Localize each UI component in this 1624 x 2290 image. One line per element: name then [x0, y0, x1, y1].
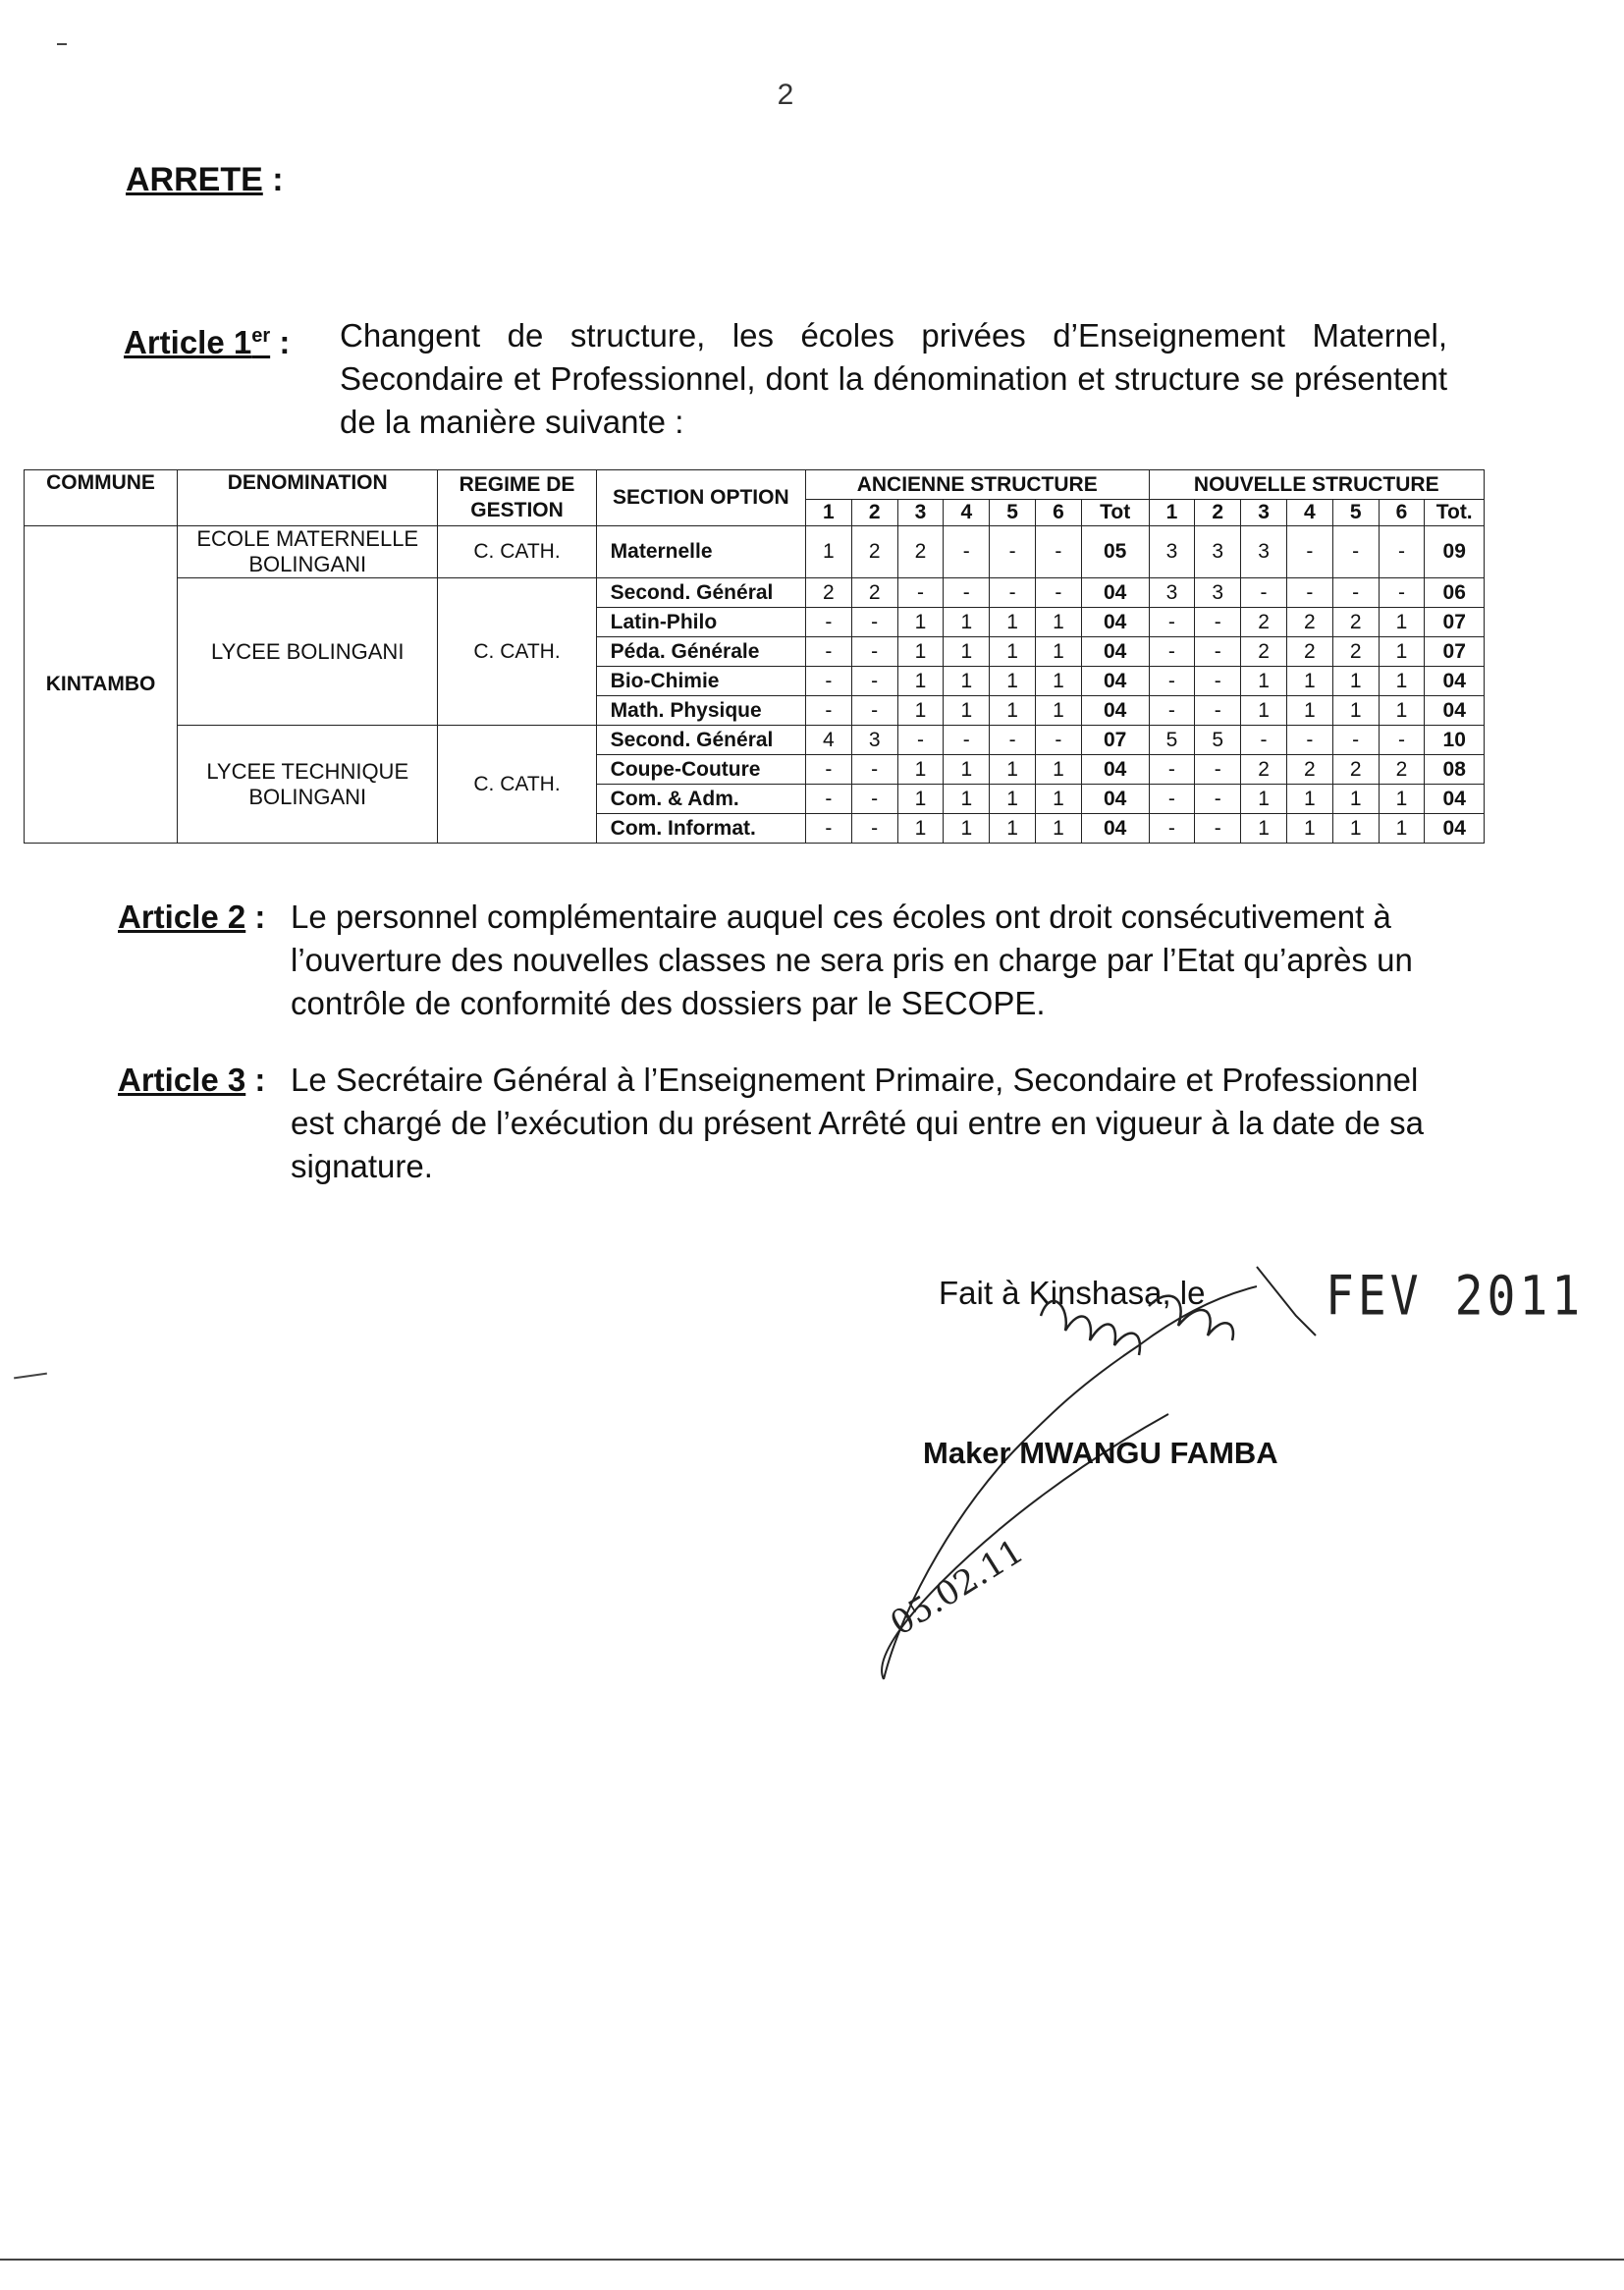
header-old-year: 6 [1036, 500, 1082, 526]
new-year-cell: 2 [1286, 755, 1332, 785]
header-denomination: DENOMINATION [178, 470, 438, 526]
new-year-cell: 3 [1149, 526, 1195, 578]
old-year-cell: 1 [944, 785, 990, 814]
new-year-cell: 1 [1241, 696, 1287, 726]
old-year-cell: 1 [897, 637, 944, 667]
header-new-year: 6 [1379, 500, 1425, 526]
old-year-cell: - [1036, 578, 1082, 608]
old-year-cell: - [944, 726, 990, 755]
header-regime: REGIME DE GESTION [438, 470, 596, 526]
new-year-cell: - [1149, 696, 1195, 726]
old-year-cell: - [897, 578, 944, 608]
new-year-cell: 1 [1332, 785, 1379, 814]
arrete-heading [126, 161, 284, 199]
old-year-cell: 1 [990, 667, 1036, 696]
new-year-cell: 2 [1286, 637, 1332, 667]
new-year-cell: - [1379, 526, 1425, 578]
old-year-cell: 3 [851, 726, 897, 755]
old-year-cell: - [851, 785, 897, 814]
old-total-cell: 04 [1081, 578, 1149, 608]
new-year-cell: 2 [1332, 755, 1379, 785]
old-year-cell: 4 [805, 726, 851, 755]
old-year-cell: - [805, 667, 851, 696]
old-year-cell: 1 [897, 785, 944, 814]
new-total-cell: 04 [1425, 785, 1485, 814]
old-year-cell: 1 [1036, 696, 1082, 726]
regime-cell: C. CATH. [438, 578, 596, 726]
header-old-year: 4 [944, 500, 990, 526]
new-total-cell: 04 [1425, 814, 1485, 844]
denomination-cell: LYCEE BOLINGANI [178, 578, 438, 726]
old-year-cell: 1 [944, 696, 990, 726]
old-year-cell: - [805, 608, 851, 637]
old-year-cell: 1 [1036, 755, 1082, 785]
section-option-cell: Péda. Générale [596, 637, 805, 667]
denomination-cell: LYCEE TECHNIQUE BOLINGANI [178, 726, 438, 844]
new-year-cell: 2 [1241, 637, 1287, 667]
new-total-cell: 07 [1425, 608, 1485, 637]
old-year-cell: 1 [1036, 637, 1082, 667]
header-new-year: 3 [1241, 500, 1287, 526]
header-old-year: 5 [990, 500, 1036, 526]
new-year-cell: - [1195, 814, 1241, 844]
new-year-cell: - [1195, 608, 1241, 637]
article-1-label: Article 1 [124, 324, 252, 360]
new-year-cell: - [1286, 726, 1332, 755]
old-total-cell: 04 [1081, 755, 1149, 785]
new-year-cell: 1 [1332, 696, 1379, 726]
old-year-cell: 1 [897, 608, 944, 637]
old-year-cell: 1 [1036, 667, 1082, 696]
header-new-tot: Tot. [1425, 500, 1485, 526]
place-date: Fait à Kinshasa, le [939, 1275, 1206, 1311]
old-year-cell: - [944, 526, 990, 578]
article-1-colon: : [279, 324, 291, 360]
header-new-year: 2 [1195, 500, 1241, 526]
article-1-text: Changent de structure, les écoles privées d’Enseignement Maternel, Secondaire et Professionnel, dont la dénomination et structure se présentent de la manière suivante : [340, 317, 1447, 440]
old-year-cell: 1 [805, 526, 851, 578]
signer-name: Maker MWANGU FAMBA [923, 1436, 1278, 1470]
table-body [25, 526, 1485, 844]
old-year-cell: 1 [897, 667, 944, 696]
arrete-title: ARRETE [126, 161, 263, 198]
old-year-cell: - [897, 726, 944, 755]
section-option-cell: Bio-Chimie [596, 667, 805, 696]
old-year-cell: 2 [851, 526, 897, 578]
header-old-year: 2 [851, 500, 897, 526]
header-section: SECTION OPTION [596, 470, 805, 526]
article-3-colon: : [254, 1062, 266, 1098]
old-year-cell: 1 [944, 667, 990, 696]
article-1-head [124, 324, 270, 360]
old-total-cell: 05 [1081, 526, 1149, 578]
header-commune: COMMUNE [25, 470, 178, 526]
new-year-cell: - [1286, 526, 1332, 578]
new-total-cell: 04 [1425, 667, 1485, 696]
old-year-cell: - [990, 526, 1036, 578]
article-3-text: Le Secrétaire Général à l’Enseignement Primaire, Secondaire et Professionnel est chargé de l’exécution du présent Arrêté qui entre en vigueur à la date de sa signature. [291, 1062, 1424, 1184]
new-year-cell: 1 [1286, 785, 1332, 814]
old-year-cell: 1 [944, 755, 990, 785]
old-year-cell: 1 [897, 814, 944, 844]
old-year-cell: 1 [1036, 785, 1082, 814]
new-year-cell: 1 [1379, 814, 1425, 844]
new-year-cell: - [1379, 726, 1425, 755]
section-option-cell: Maternelle [596, 526, 805, 578]
new-year-cell: - [1149, 785, 1195, 814]
article-2-text: Le personnel complémentaire auquel ces écoles ont droit consécutivement à l’ouverture des nouvelles classes ne sera pris en charge par l’Etat qu’après un contrôle de conformité des dossiers par le SECOPE. [291, 899, 1413, 1021]
header-old-tot: Tot [1081, 500, 1149, 526]
new-total-cell: 04 [1425, 696, 1485, 726]
table-row [25, 578, 1485, 608]
old-year-cell: 1 [897, 755, 944, 785]
old-year-cell: - [805, 637, 851, 667]
header-nouvelle: NOUVELLE STRUCTURE [1149, 470, 1484, 500]
header-new-year: 1 [1149, 500, 1195, 526]
new-year-cell: - [1149, 637, 1195, 667]
old-year-cell: 1 [990, 608, 1036, 637]
old-total-cell: 04 [1081, 696, 1149, 726]
new-year-cell: - [1332, 578, 1379, 608]
old-year-cell: - [851, 667, 897, 696]
handwritten-date: 05.02.11 [884, 1531, 1031, 1644]
handwritten-signature [844, 1247, 1355, 1718]
new-year-cell: 1 [1332, 667, 1379, 696]
new-year-cell: - [1149, 814, 1195, 844]
old-year-cell: 2 [897, 526, 944, 578]
new-year-cell: - [1195, 667, 1241, 696]
article-2-colon: : [254, 899, 266, 935]
new-year-cell: - [1241, 578, 1287, 608]
new-year-cell: 5 [1149, 726, 1195, 755]
old-year-cell: - [990, 578, 1036, 608]
header-ancienne: ANCIENNE STRUCTURE [805, 470, 1149, 500]
new-year-cell: - [1241, 726, 1287, 755]
date-stamp: FEV 2011 [1326, 1264, 1585, 1329]
new-year-cell: - [1149, 755, 1195, 785]
new-year-cell: 1 [1241, 667, 1287, 696]
new-year-cell: 1 [1286, 814, 1332, 844]
header-old-year: 3 [897, 500, 944, 526]
old-year-cell: 1 [897, 696, 944, 726]
old-total-cell: 04 [1081, 785, 1149, 814]
section-option-cell: Com. Informat. [596, 814, 805, 844]
new-total-cell: 08 [1425, 755, 1485, 785]
old-year-cell: - [944, 578, 990, 608]
section-option-cell: Com. & Adm. [596, 785, 805, 814]
new-year-cell: 1 [1379, 637, 1425, 667]
new-year-cell: 1 [1241, 785, 1287, 814]
header-new-year: 4 [1286, 500, 1332, 526]
section-option-cell: Second. Général [596, 578, 805, 608]
article-3-head: Article 3 [118, 1062, 246, 1098]
article-3 [118, 1059, 1453, 1184]
old-year-cell: 1 [990, 814, 1036, 844]
new-total-cell: 06 [1425, 578, 1485, 608]
table-row [25, 526, 1485, 578]
old-total-cell: 04 [1081, 608, 1149, 637]
table-header-row [25, 470, 1485, 500]
new-year-cell: 2 [1241, 608, 1287, 637]
new-year-cell: 1 [1379, 785, 1425, 814]
article-1-sup: er [251, 325, 271, 347]
new-year-cell: 5 [1195, 726, 1241, 755]
old-year-cell: 2 [805, 578, 851, 608]
old-year-cell: - [805, 814, 851, 844]
new-total-cell: 07 [1425, 637, 1485, 667]
new-year-cell: 1 [1286, 696, 1332, 726]
arrete-colon: : [272, 161, 284, 198]
old-year-cell: 1 [1036, 814, 1082, 844]
old-year-cell: - [851, 755, 897, 785]
old-year-cell: - [851, 814, 897, 844]
new-year-cell: 2 [1379, 755, 1425, 785]
new-year-cell: - [1195, 785, 1241, 814]
scan-mark [57, 43, 67, 45]
old-year-cell: - [851, 608, 897, 637]
old-year-cell: 2 [851, 578, 897, 608]
old-year-cell: 1 [944, 814, 990, 844]
header-new-year: 5 [1332, 500, 1379, 526]
old-year-cell: 1 [990, 696, 1036, 726]
new-year-cell: 2 [1332, 608, 1379, 637]
new-year-cell: 1 [1286, 667, 1332, 696]
new-year-cell: 2 [1286, 608, 1332, 637]
old-year-cell: 1 [990, 755, 1036, 785]
old-year-cell: 1 [944, 608, 990, 637]
denomination-cell: ECOLE MATERNELLE BOLINGANI [178, 526, 438, 578]
new-year-cell: - [1149, 667, 1195, 696]
old-total-cell: 04 [1081, 637, 1149, 667]
new-year-cell: 1 [1379, 667, 1425, 696]
new-year-cell: 3 [1241, 526, 1287, 578]
new-year-cell: 3 [1195, 578, 1241, 608]
new-year-cell: 1 [1241, 814, 1287, 844]
regime-cell: C. CATH. [438, 726, 596, 844]
section-option-cell: Second. Général [596, 726, 805, 755]
old-year-cell: - [805, 696, 851, 726]
old-year-cell: - [851, 637, 897, 667]
section-option-cell: Latin-Philo [596, 608, 805, 637]
old-year-cell: - [1036, 726, 1082, 755]
old-year-cell: - [805, 755, 851, 785]
old-total-cell: 04 [1081, 814, 1149, 844]
new-year-cell: - [1379, 578, 1425, 608]
new-year-cell: - [1195, 637, 1241, 667]
regime-cell: C. CATH. [438, 526, 596, 578]
new-year-cell: 3 [1195, 526, 1241, 578]
new-year-cell: - [1286, 578, 1332, 608]
old-year-cell: 1 [1036, 608, 1082, 637]
new-year-cell: 1 [1379, 696, 1425, 726]
page-number: 2 [777, 79, 794, 111]
old-year-cell: - [805, 785, 851, 814]
article-2 [118, 896, 1453, 1021]
old-year-cell: 1 [990, 637, 1036, 667]
old-year-cell: - [990, 726, 1036, 755]
old-year-cell: - [851, 696, 897, 726]
new-year-cell: 3 [1149, 578, 1195, 608]
article-2-head: Article 2 [118, 899, 246, 935]
structure-table [24, 469, 1485, 844]
new-total-cell: 09 [1425, 526, 1485, 578]
old-total-cell: 07 [1081, 726, 1149, 755]
new-year-cell: - [1332, 726, 1379, 755]
new-year-cell: - [1195, 696, 1241, 726]
old-total-cell: 04 [1081, 667, 1149, 696]
new-year-cell: - [1195, 755, 1241, 785]
section-option-cell: Math. Physique [596, 696, 805, 726]
header-old-year: 1 [805, 500, 851, 526]
new-year-cell: - [1149, 608, 1195, 637]
old-year-cell: 1 [990, 785, 1036, 814]
new-year-cell: 1 [1379, 608, 1425, 637]
commune-cell: KINTAMBO [25, 526, 178, 844]
new-year-cell: - [1332, 526, 1379, 578]
new-total-cell: 10 [1425, 726, 1485, 755]
old-year-cell: - [1036, 526, 1082, 578]
table-row [25, 726, 1485, 755]
old-year-cell: 1 [944, 637, 990, 667]
article-1 [124, 314, 1449, 440]
bottom-rule [0, 2259, 1624, 2261]
section-option-cell: Coupe-Couture [596, 755, 805, 785]
new-year-cell: 2 [1241, 755, 1287, 785]
scan-mark [14, 1373, 47, 1380]
new-year-cell: 2 [1332, 637, 1379, 667]
new-year-cell: 1 [1332, 814, 1379, 844]
